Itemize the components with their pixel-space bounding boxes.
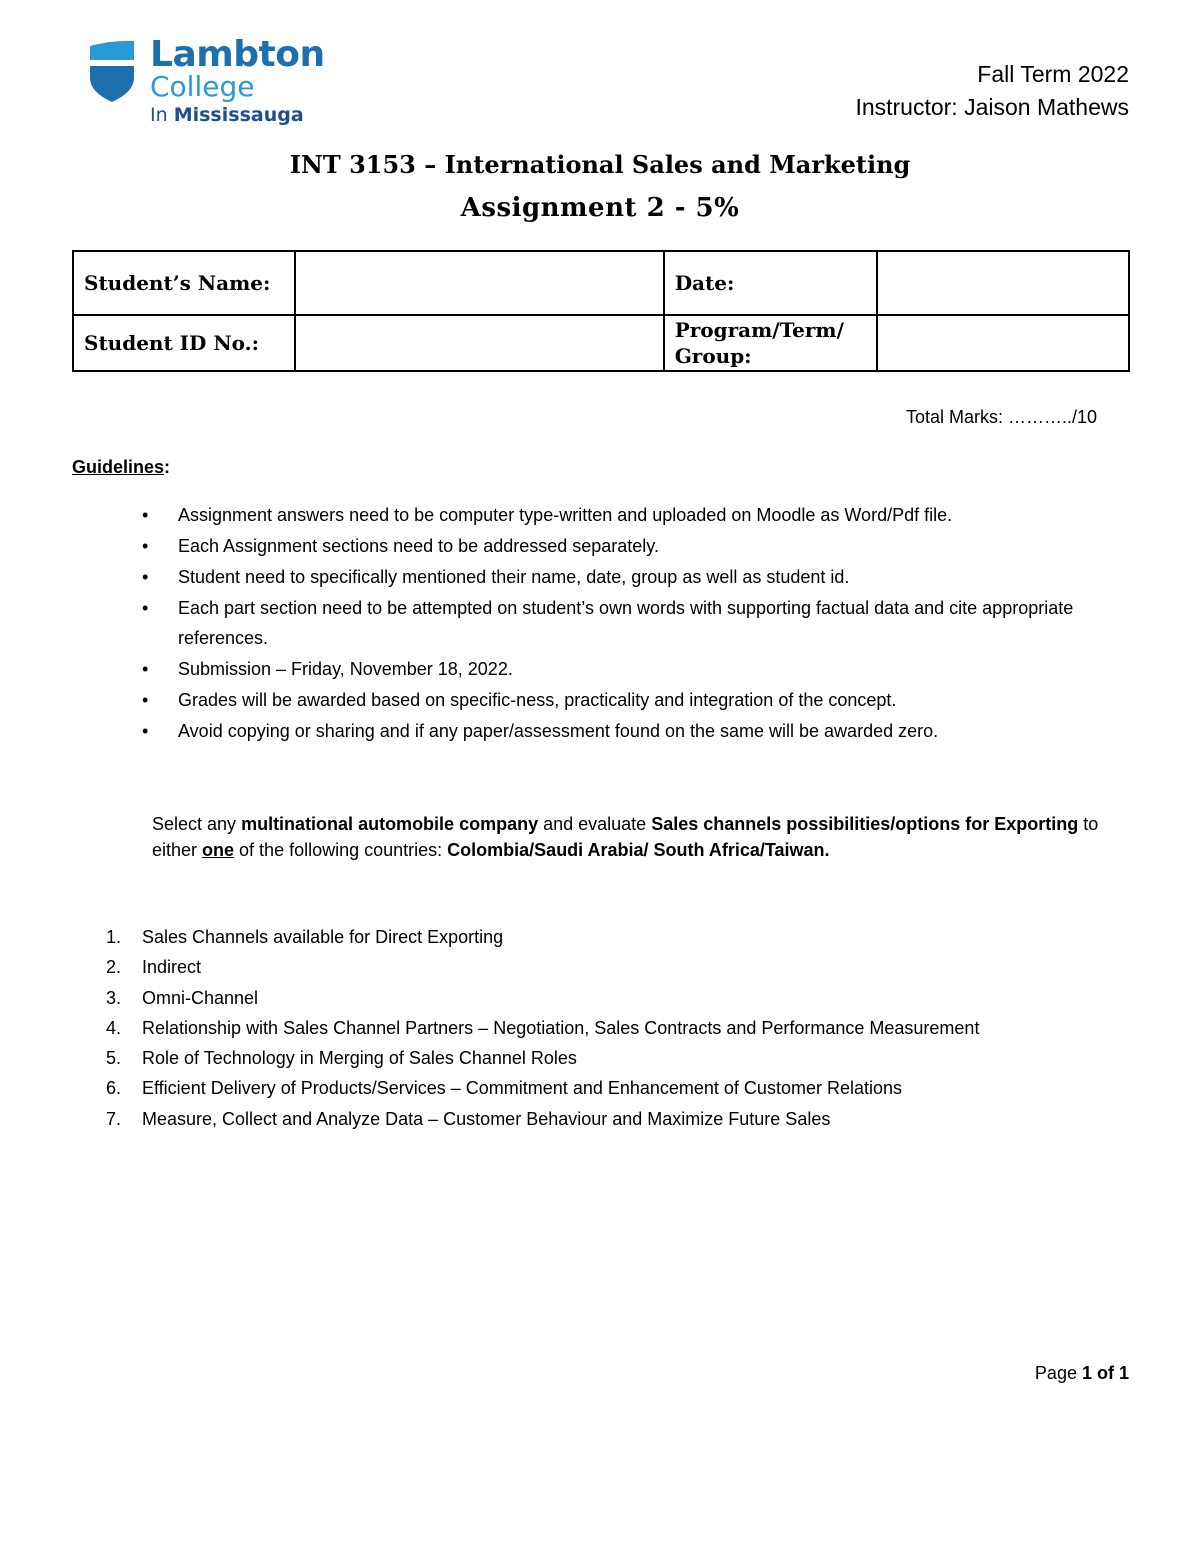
- course-title: INT 3153 – International Sales and Marketing: [289, 150, 911, 179]
- topic-text: Relationship with Sales Channel Partners – Negotiation, Sales Contracts and Performance Measurement: [142, 1017, 980, 1038]
- logo-college: College: [150, 70, 255, 103]
- student-id-label: Student ID No.:: [73, 315, 295, 371]
- guideline-text: Student need to specifically mentioned their name, date, group as well as student id.: [178, 567, 850, 587]
- guidelines-list: [72, 500, 1112, 747]
- list-item: [72, 562, 1112, 592]
- topic-text: Efficient Delivery of Products/Services – Commitment and Enhancement of Customer Relations: [142, 1078, 902, 1099]
- topic-number: 5.: [106, 1048, 122, 1069]
- list-item: [72, 1073, 1132, 1103]
- list-item: [72, 593, 1112, 653]
- bullet-icon: •: [142, 721, 149, 741]
- list-item: [72, 685, 1112, 715]
- instructor-label: Instructor: Jaison Mathews: [855, 94, 1129, 120]
- student-info-table: [72, 250, 1130, 372]
- student-id-field[interactable]: [295, 315, 664, 371]
- guideline-text: Each part section need to be attempted on student’s own words with supporting factual data and cite appropriate references.: [178, 598, 1074, 648]
- logo-mississauga: Mississauga: [173, 104, 304, 126]
- guideline-text: Each Assignment sections need to be addressed separately.: [178, 536, 659, 556]
- topics-list: [72, 922, 1132, 1134]
- shield-logo-icon: [88, 38, 136, 104]
- guidelines-heading: [72, 457, 170, 478]
- program-label: [664, 315, 877, 371]
- task-bold-company: multinational automobile company: [241, 814, 539, 834]
- list-item: [72, 500, 1112, 530]
- student-name-label: Student’s Name:: [73, 251, 295, 315]
- bullet-icon: •: [142, 505, 149, 525]
- list-item: [72, 983, 1132, 1013]
- bullet-icon: •: [142, 659, 149, 679]
- topic-text: Sales Channels available for Direct Exporting: [142, 927, 504, 947]
- task-text: of the following countries:: [234, 840, 448, 860]
- logo-location: [150, 104, 325, 126]
- page-of: of: [1091, 1363, 1119, 1383]
- topic-number: 1.: [106, 927, 122, 947]
- logo-wordmark: [150, 36, 325, 126]
- total-marks: Total Marks: ………../10: [905, 407, 1097, 427]
- topic-text: Omni-Channel: [142, 987, 259, 1008]
- page-current: 1: [1081, 1363, 1092, 1383]
- topic-text: Role of Technology in Merging of Sales Channel Roles: [142, 1048, 577, 1069]
- topic-text: Measure, Collect and Analyze Data – Customer Behaviour and Maximize Future Sales: [142, 1108, 831, 1129]
- guidelines-colon: :: [164, 457, 171, 477]
- page-number: [1035, 1363, 1129, 1384]
- college-logo: [88, 34, 325, 126]
- table-row: [73, 251, 1129, 315]
- topic-number: 2.: [106, 957, 122, 978]
- header-info: [855, 58, 1129, 124]
- list-item: [72, 654, 1112, 684]
- assignment-title: Assignment 2 - 5%: [460, 193, 740, 223]
- guidelines-heading-text: Guidelines: [72, 457, 165, 477]
- date-label: Date:: [664, 251, 877, 315]
- student-name-field[interactable]: [295, 251, 664, 315]
- bullet-icon: •: [142, 690, 149, 710]
- task-bold-countries: Colombia/Saudi Arabia/ South Africa/Taiwan.: [447, 840, 830, 860]
- term-label: Fall Term 2022: [977, 61, 1129, 87]
- task-text: Select any: [152, 814, 242, 834]
- page-word: Page: [1034, 1363, 1082, 1383]
- guideline-text: Avoid copying or sharing and if any paper/assessment found on the same will be awarded zero.: [178, 721, 939, 741]
- date-field[interactable]: [877, 251, 1129, 315]
- list-item: [72, 1104, 1132, 1134]
- task-text: and evaluate: [538, 814, 652, 834]
- bullet-icon: •: [142, 598, 149, 618]
- guideline-text: Submission – Friday, November 18, 2022.: [178, 659, 513, 679]
- program-label-line2: Group:: [674, 344, 752, 368]
- topic-number: 7.: [106, 1108, 122, 1129]
- topic-text: Indirect: [142, 957, 202, 978]
- topic-number: 4.: [106, 1017, 122, 1038]
- list-item: [72, 531, 1112, 561]
- guideline-text: Grades will be awarded based on specific-ness, practicality and integration of the concept.: [178, 690, 897, 710]
- list-item: [72, 922, 1132, 952]
- bullet-icon: •: [142, 536, 149, 556]
- topic-number: 6.: [106, 1078, 122, 1099]
- list-item: [72, 716, 1112, 746]
- topic-number: 3.: [106, 987, 122, 1008]
- list-item: [72, 1013, 1132, 1043]
- guideline-text: Assignment answers need to be computer type-written and uploaded on Moodle as Word/Pdf file.: [178, 505, 953, 525]
- logo-in: In: [150, 104, 168, 126]
- list-item: [72, 952, 1132, 982]
- list-item: [72, 1043, 1132, 1073]
- table-row: [73, 315, 1129, 371]
- bullet-icon: •: [142, 567, 149, 587]
- page-total: 1: [1118, 1363, 1129, 1383]
- program-field[interactable]: [877, 315, 1129, 371]
- task-text: to either: [152, 814, 1099, 860]
- task-bold-channels: Sales channels possibilities/options for Exporting: [651, 814, 1079, 834]
- program-label-line1: Program/Term/: [674, 318, 844, 342]
- logo-lambton: Lambton: [150, 34, 325, 75]
- task-underline-one: one: [202, 840, 235, 860]
- task-description: [152, 811, 1142, 863]
